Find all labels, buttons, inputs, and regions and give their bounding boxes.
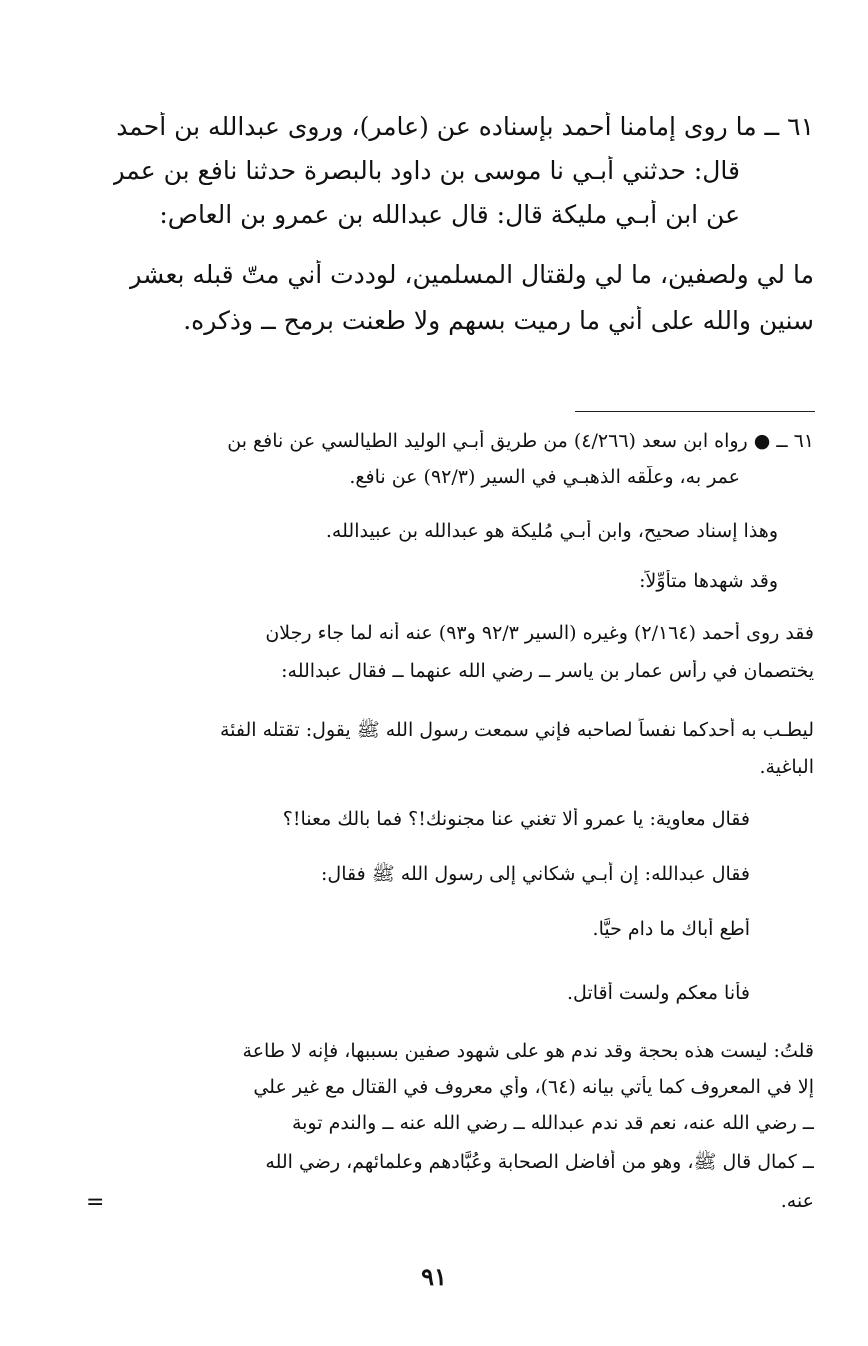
footnote-line-7: ليطـب به أحدكما نفساً لصاحبه فإني سمعت رسول الله ﷺ يقول: تقتله الفئة [219, 719, 814, 741]
main-text-line-3: عن ابن أبـي مليكة قال: قال عبدالله بن عمرو بن العاص: [159, 200, 740, 229]
footnote-divider [575, 411, 815, 412]
footnote-line-2: عمر به، وعلّقه الذهبـي في السير (٩٢/٣) عن نافع. [349, 466, 740, 488]
main-text-line-4: ما لي ولصفين، ما لي ولقتال المسلمين، لوددت أني متّ قبله بعشر [129, 260, 814, 289]
footnote-line-11: أطع أباك ما دام حيًّا. [592, 918, 750, 940]
footnote-line-4: وقد شهدها متأوِّلاً: [639, 570, 778, 592]
footnote-line-14: إلا في المعروف كما يأتي بيانه (٦٤)، وأي معروف في القتال مع غير علي [253, 1076, 814, 1098]
footnote-line-12: فأنا معكم ولست أقاتل. [567, 982, 750, 1004]
continuation-mark: = [86, 1190, 105, 1215]
footnote-line-1: ٦١ ــ ● رواه ابن سعد (٤/٢٦٦) من طريق أبـي الوليد الطيالسي عن نافع بن [227, 430, 814, 452]
main-text-line-2: قال: حدثني أبـي نا موسى بن داود بالبصرة حدثنا نافع بن عمر [112, 156, 740, 185]
footnote-line-15: ــ رضي الله عنه، نعم قد ندم عبدالله ــ رضي الله عنه ــ والندم توبة [291, 1112, 814, 1134]
footnote-line-16: ــ كمال قال ﷺ، وهو من أفاضل الصحابة وعُبَّادهم وعلمائهم، رضي الله [265, 1151, 814, 1173]
main-text-line-1: ٦١ ــ ما روى إمامنا أحمد بإسناده عن (عامر)، وروى عبدالله بن أحمد [116, 112, 814, 141]
footnote-line-17: عنه. [780, 1190, 814, 1212]
footnote-line-10: فقال عبدالله: إن أبـي شكاني إلى رسول الله ﷺ فقال: [321, 863, 750, 885]
footnote-line-5: فقد روى أحمد (٢/١٦٤) وغيره (السير ٩٢/٣ و٩٣) عنه أنه لما جاء رجلان [265, 622, 814, 644]
footnote-line-13: قلتُ: ليست هذه بحجة وقد ندم هو على شهود صفين بسببها، فإنه لا طاعة [242, 1040, 814, 1062]
footnote-line-3: وهذا إسناد صحيح، وابن أبـي مُليكة هو عبدالله بن عبيدالله. [325, 520, 778, 542]
footnote-line-9: فقال معاوية: يا عمرو ألا تغني عنا مجنونك!؟ فما بالك معنا!؟ [282, 808, 750, 830]
footnote-line-6: يختصمان في رأس عمار بن ياسر ــ رضي الله عنهما ــ فقال عبدالله: [281, 660, 814, 682]
main-text-line-5: سنين والله على أني ما رميت بسهم ولا طعنت برمح ــ وذكره. [183, 306, 814, 335]
page-number: ٩١ [421, 1262, 447, 1291]
footnote-line-8: الباغية. [759, 756, 814, 778]
